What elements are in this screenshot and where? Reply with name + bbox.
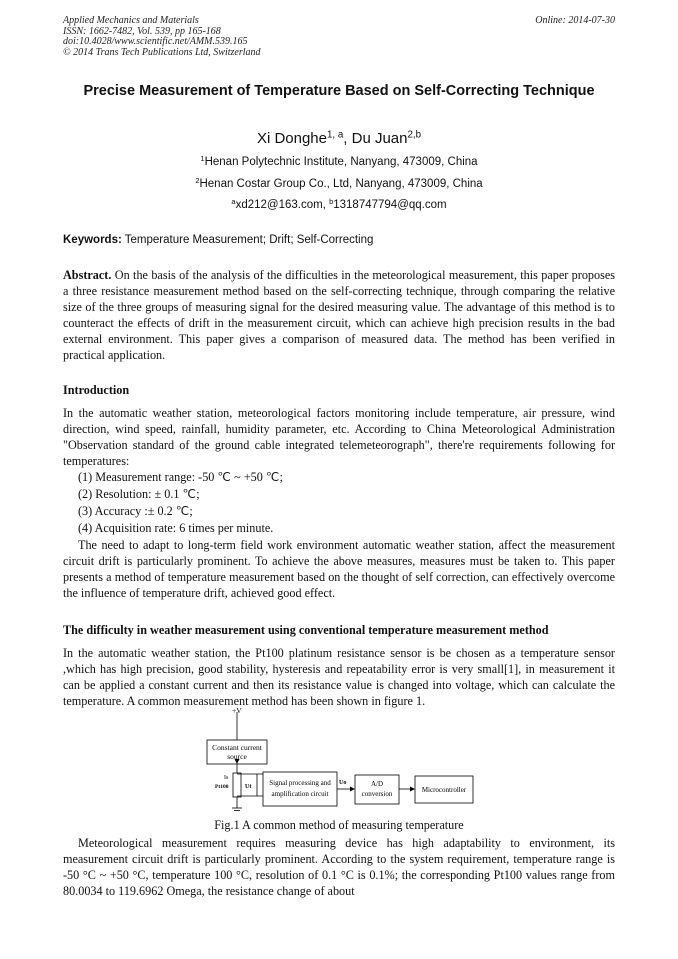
affiliation (0, 153, 678, 168)
current-source-label-1: Constant current (212, 743, 262, 752)
requirement-item: (1) Measurement range: -50 ℃ ~ +50 ℃; (78, 470, 283, 484)
author-affiliation-sup: 1, a (327, 129, 344, 141)
current-source-label-2: source (227, 752, 247, 761)
affiliation (0, 175, 678, 190)
keywords (63, 234, 373, 246)
affiliation-text: Henan Costar Group Co., Ltd, Nanyang, 473009, China (199, 178, 483, 190)
signal-processing-box (263, 772, 337, 806)
uo-label: Uo (339, 780, 347, 786)
ad-block-label-1: A/D (370, 780, 384, 788)
arrowhead-uo (350, 787, 355, 792)
paper-title: Precise Measurement of Temperature Based on Self-Correcting Technique (83, 83, 595, 99)
abstract (63, 267, 615, 363)
abstract-text: On the basis of the analysis of the difficulties in the meteorological measurement, this paper proposes a three resistance measurement method based on the self-correcting technique, through comparing the relative size of the three groups of measuring signal for the desired measuring value. The advantage of this method is to counteract the effects of drift in the measurement circuit, which can achieve high precision results in the bad external environment. This paper gives a comparison of measured data. The method has been verified in practical application. (63, 268, 615, 362)
author-name: Xi Donghe (256, 130, 327, 147)
journal-header (63, 16, 261, 58)
email-b[interactable]: 1318747794@qq.com (333, 199, 447, 211)
is-label: Is (224, 775, 229, 781)
copyright-line: © 2014 Trans Tech Publications Ltd, Switzerland (63, 46, 261, 58)
pt100-resistor (233, 773, 241, 797)
affiliation-text: Henan Polytechnic Institute, Nanyang, 473009, China (204, 156, 478, 168)
signal-block-label-2: amplification circuit (271, 790, 329, 798)
affiliation-sup: 2 (195, 175, 200, 185)
requirement-item: (3) Accuracy :± 0.2 ℃; (78, 504, 193, 518)
requirement-item: (2) Resolution: ± 0.1 ℃; (78, 487, 200, 501)
author-separator: , (343, 130, 352, 147)
journal-name: Applied Mechanics and Materials (63, 15, 199, 26)
email-line (0, 196, 678, 211)
email-sup: b (329, 196, 334, 206)
figure-1-block-diagram (195, 704, 485, 816)
section-heading-difficulty: The difficulty in weather measurement using conventional temperature measurement method (63, 623, 549, 637)
affiliation-sup: 1 (200, 153, 205, 163)
author-name: Du Juan (351, 130, 408, 147)
ad-block-label-2: conversion (361, 790, 393, 798)
author-affiliation-sup: 2,b (407, 129, 422, 141)
requirement-item: (4) Acquisition rate: 6 times per minute. (78, 521, 274, 535)
signal-block-label-1: Signal processing and (269, 779, 331, 787)
intro-paragraph-2: The need to adapt to long-term field work environment automatic weather station, affect the measurement circuit drift is particularly prominent. To achieve the above measures, measures must be taken to. This paper presents a method of temperature measurement based on the thought of self correction, can effectively overcome the influence of temperature drift, achieved good effect. (63, 538, 615, 600)
issn-line: ISSN: 1662-7482, Vol. 539, pp 165-168 (63, 25, 221, 37)
pt100-label: Pt100 (215, 784, 229, 790)
email-sup: a (231, 196, 236, 206)
author-line (0, 130, 678, 147)
section2-paragraph: In the automatic weather station, the Pt100 platinum resistance sensor is be chosen as a temperature sensor ,which has high precision, good stability, hysteresis and repeatability error is very small[1], in measurement it can be applied a constant current and then its resistance value is changed into voltage, which can calculate the temperature. A common measurement method has been shown in figure 1. (63, 646, 615, 708)
ut-label: Ut (245, 784, 252, 790)
figure-caption: Fig.1 A common method of measuring temperature (214, 818, 464, 832)
vplus-label: +V (232, 706, 242, 715)
mcu-block-label: Microcontroller (421, 786, 467, 794)
online-date: Online: 2014-07-30 (535, 15, 615, 26)
section-heading-introduction: Introduction (63, 383, 130, 397)
abstract-label: Abstract. (63, 268, 112, 282)
doi-line[interactable]: doi:10.4028/www.scientific.net/AMM.539.165 (63, 36, 248, 47)
arrowhead-ad (410, 787, 415, 792)
section2-paragraph-2: Meteorological measurement requires measuring device has high adaptability to environment, its measurement circuit drift is particularly prominent. According to the system requirement, temperature range is -50 °C ~ +50 °C, temperature 100 °C, resolution of 0.1 °C is 0.1%; the corresponding Pt100 values range from 80.0034 to 119.6962 Omega, the resistance change of about (63, 836, 615, 898)
intro-paragraph: In the automatic weather station, meteorological factors monitoring include temperature, air pressure, wind direction, wind speed, rainfall, humidity parameter, etc. According to China Meteorological Administration "Observation standard of the ground cable integrated telemeteorograph", there're requirements following for temperatures: (63, 406, 615, 468)
keywords-label: Keywords: (63, 234, 122, 246)
email-a[interactable]: xd212@163.com, (235, 199, 330, 211)
keywords-text: Temperature Measurement; Drift; Self-Correcting (121, 234, 374, 246)
